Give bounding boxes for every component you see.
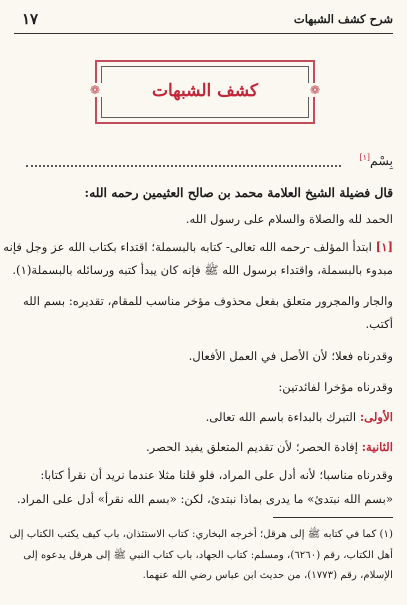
dotted-leader [26, 165, 341, 167]
paragraph-line: والجار والمجرور متعلق بفعل محذوف مؤخر مناسب للمقام، تقديره: بسم الله [23, 294, 393, 308]
book-title: كشف الشبهات [152, 81, 258, 101]
running-title: شرح كشف الشبهات [293, 12, 393, 26]
paragraph-line: وقدرناه فعلا؛ لأن الأصل في العمل الأفعال. [188, 349, 393, 363]
footnote-line: أهل الكتاب، رقم (٦٢٦٠)، ومسلم: كتاب الجهاد، باب كتاب النبي ﷺ إلى هرقل يدعوه إلى [23, 550, 393, 561]
footnote-separator [273, 517, 393, 518]
paragraph-line: وقدرناه مناسبا؛ لأنه أدل على المراد، فلو قلنا مثلا عندما نريد أن نقرأ كتابا: [40, 468, 393, 482]
paragraph-line: «بسم الله نبتدئ» ما يدرى بماذا نبتدئ، لكن: «بسم الله نقرأ» أدل على المراد. [16, 492, 393, 506]
point-label: الأولى: [359, 410, 393, 424]
praise-line: الحمد لله والصلاة والسلام على رسول الله. [185, 212, 393, 226]
point-line: الثانية: إفادة الحصر؛ لأن تقديم المتعلق يفيد الحصر. [145, 440, 393, 454]
right-ornament-icon: ❁ [309, 83, 321, 97]
paragraph-line: مبدوء بالبسملة، واقتداء برسول الله ﷺ فإنه كان يبدأ كتبه ورسائله بالبسملة(١). [12, 263, 393, 277]
header-rule [14, 33, 393, 34]
intro-line: قال فضيلة الشيخ العلامة محمد بن صالح العثيمين رحمه الله: [84, 185, 393, 200]
basmala-word: بِسْم [370, 153, 393, 169]
point-line: الأولى: التبرك بالبداءة باسم الله تعالى. [205, 410, 393, 424]
page-number: ١٧ [22, 10, 39, 28]
left-ornament-icon: ❁ [89, 83, 101, 97]
point-label: الثانية: [361, 440, 393, 454]
basmala-footnote-ref: [١] [359, 153, 371, 162]
page-header [14, 8, 393, 34]
paragraph-line: [١] ابتدأ المؤلف -رحمه الله تعالى- كتابه بالبسملة؛ اقتداء بكتاب الله عز وجل فإنه [3, 240, 393, 254]
commentary-ref: [١] [375, 240, 393, 254]
basmala-line [26, 153, 393, 171]
paragraph-line: وقدرناه مؤخرا لفائدتين: [278, 380, 393, 394]
footnote-line: الإسلام، رقم (١٧٧٣)، من حديث ابن عباس رضي الله عنهما. [142, 570, 393, 581]
paragraph-line: أكتب. [365, 317, 393, 331]
footnote-line: (١) كما في كتابه ﷺ إلى هرقل؛ أخرجه البخاري: كتاب الاستئذان، باب كيف يكتب الكتاب إلى [9, 529, 393, 540]
title-frame [89, 60, 321, 124]
